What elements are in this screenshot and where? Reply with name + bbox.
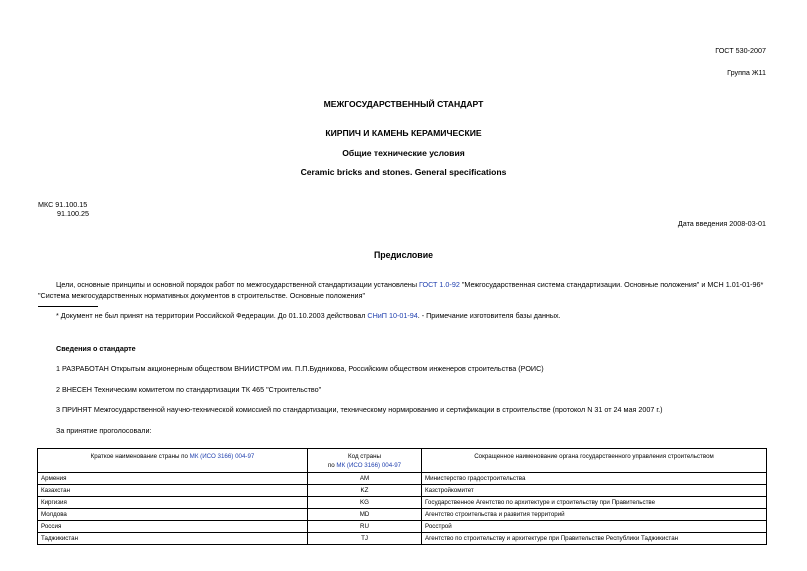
table-header-row xyxy=(38,449,767,473)
mks-code-2: 91.100.25 xyxy=(57,209,89,218)
voted-label: За принятие проголосовали: xyxy=(56,426,152,435)
authority-cell: Агентство по строительству и архитектуре при Правительстве Республики Таджикистан xyxy=(422,533,767,545)
code-cell: TJ xyxy=(308,533,422,545)
column-header-code-text: по xyxy=(327,462,337,469)
foreword-paragraph xyxy=(56,280,763,289)
table-row xyxy=(38,533,767,545)
document-subtitle-ru: Общие технические условия xyxy=(342,148,465,158)
column-header-code xyxy=(308,449,422,473)
country-cell: Таджикистан xyxy=(38,533,308,545)
country-cell: Россия xyxy=(38,521,308,533)
column-header-country-text: Краткое наименование страны по xyxy=(90,453,190,460)
country-cell: Молдова xyxy=(38,509,308,521)
snip-10-01-94-link[interactable]: СНиП 10-01-94 xyxy=(367,311,418,320)
column-header-country xyxy=(38,449,308,473)
authority-cell: Агентство строительства и развития территорий xyxy=(422,509,767,521)
table-row xyxy=(38,509,767,521)
authority-cell: Министерство градостроительства xyxy=(422,473,767,485)
info-heading: Сведения о стандарте xyxy=(56,344,136,353)
introduction-date: Дата введения 2008-03-01 xyxy=(677,219,766,228)
foreword-heading: Предисловие xyxy=(373,250,434,260)
country-cell: Армения xyxy=(38,473,308,485)
authority-cell: Росстрой xyxy=(422,521,767,533)
code-cell: KG xyxy=(308,497,422,509)
foreword-text-2: "Межгосударственная система стандартизации. Основные положения" и МСН 1.01-01-96* xyxy=(459,280,764,289)
country-cell: Казахстан xyxy=(38,485,308,497)
info-item-2: 2 ВНЕСЕН Техническим комитетом по стандартизации ТК 465 "Строительство" xyxy=(56,385,322,394)
table-row xyxy=(38,497,767,509)
info-item-3: 3 ПРИНЯТ Межгосударственной научно-технической комиссией по стандартизации, техническому нормированию и сертификации в строительстве (протокол N 31 от 24 мая 2007 г.) xyxy=(56,405,663,414)
code-cell: AM xyxy=(308,473,422,485)
mks-code-1: МКС 91.100.15 xyxy=(38,200,88,209)
document-title-en: Ceramic bricks and stones. General specifications xyxy=(300,167,507,177)
foreword-paragraph-line2: "Система межгосударственных нормативных документов в строительстве. Основные положения" xyxy=(38,291,366,300)
footnote-separator xyxy=(38,306,98,307)
info-item-1: 1 РАЗРАБОТАН Открытым акционерным обществом ВНИИСТРОМ им. П.П.Будникова, Российским обществом инженеров строительства (РОИС) xyxy=(56,364,544,373)
foreword-text-1: Цели, основные принципы и основной порядок работ по межгосударственной стандартизации установлены xyxy=(56,280,420,289)
mk-iso-3166-link[interactable]: МК (ИСО 3166) 004-97 xyxy=(189,453,255,460)
document-number: ГОСТ 530-2007 xyxy=(715,46,766,55)
authority-cell: Казстройкомитет xyxy=(422,485,767,497)
footnote xyxy=(56,311,561,320)
document-title-ru: КИРПИЧ И КАМЕНЬ КЕРАМИЧЕСКИЕ xyxy=(325,128,482,138)
country-cell: Киргизия xyxy=(38,497,308,509)
code-cell: KZ xyxy=(308,485,422,497)
column-header-code-line1: Код страны xyxy=(348,453,381,460)
footnote-text-2: . - Примечание изготовителя базы данных. xyxy=(417,311,561,320)
footnote-text-1: * Документ не был принят на территории Российской Федерации. До 01.10.2003 действовал xyxy=(56,311,368,320)
mk-iso-3166-link-2[interactable]: МК (ИСО 3166) 004-97 xyxy=(336,462,402,469)
column-header-authority: Сокращенное наименование органа государственного управления строительством xyxy=(422,449,767,473)
code-cell: RU xyxy=(308,521,422,533)
standard-type-title: МЕЖГОСУДАРСТВЕННЫЙ СТАНДАРТ xyxy=(323,99,484,109)
column-header-code-line2 xyxy=(311,461,418,470)
authority-cell: Государственное Агентство по архитектуре и строительству при Правительстве xyxy=(422,497,767,509)
gost-1-0-92-link[interactable]: ГОСТ 1.0-92 xyxy=(419,280,460,289)
countries-table xyxy=(37,448,767,545)
table-row xyxy=(38,521,767,533)
document-group: Группа Ж11 xyxy=(727,68,766,77)
table-row xyxy=(38,485,767,497)
code-cell: MD xyxy=(308,509,422,521)
table-row xyxy=(38,473,767,485)
